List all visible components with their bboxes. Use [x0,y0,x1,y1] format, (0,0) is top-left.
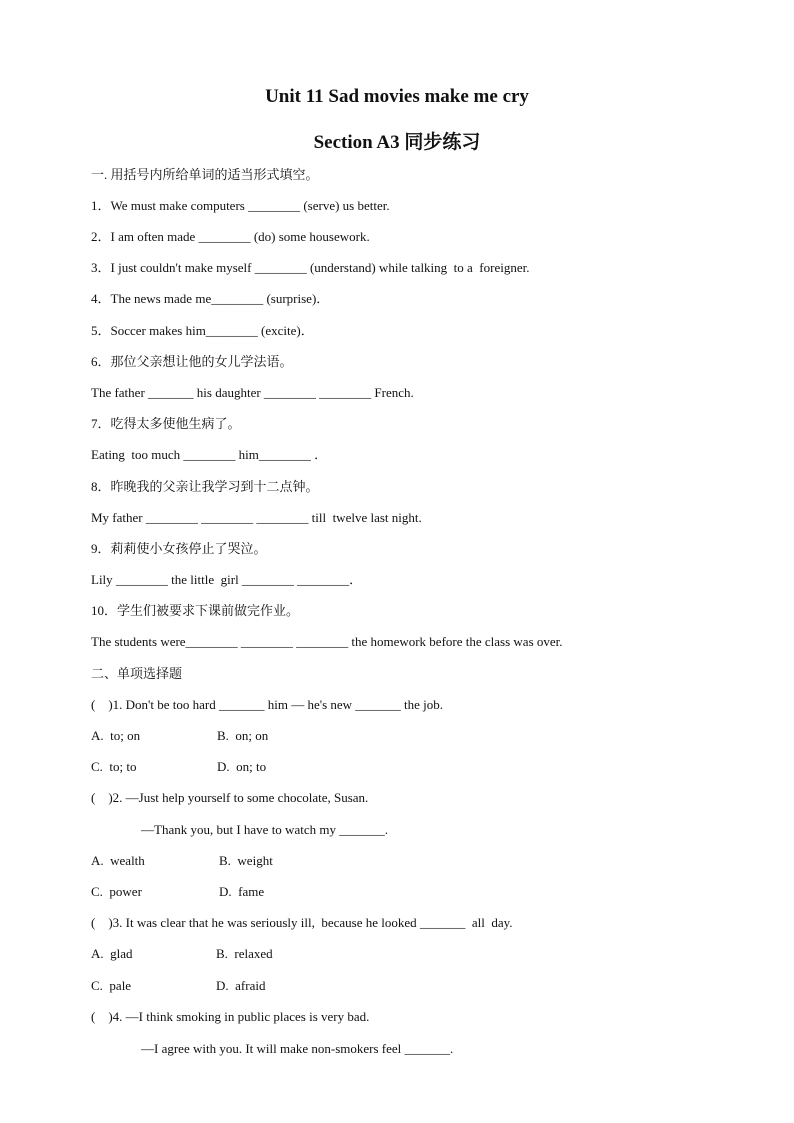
question-2-reply: —Thank you, but I have to watch my _______. [141,822,388,837]
section-2-heading: 二、单项选择题 [91,666,183,681]
exercise-item: 4．The news made me________ (surprise)． [91,291,330,306]
question-3: ( )3. It was clear that he was seriously ill, because he looked _______ all day. [91,915,513,930]
question-2-option-d: D. fame [219,884,265,899]
question-1: ( )1. Don't be too hard _______ him — he's new _______ the job. [91,697,444,712]
question-1-option-b: B. on; on [217,728,269,743]
exercise-item: The father _______ his daughter ________ ________ French. [91,385,414,400]
exercise-item: 6．那位父亲想让他的女儿学法语。 [91,354,293,369]
question-2-option-a: A. wealth [91,853,145,868]
exercise-item: 2．I am often made ________ (do) some housework. [91,229,370,244]
page-subtitle: Section A3 同步练习 [313,132,481,153]
exercise-item: 3．I just couldn't make myself ________ (understand) while talking to a foreigner. [91,260,530,275]
exercise-item: 7．吃得太多使他生病了。 [91,416,241,431]
question-1-option-c: C. to; to [91,759,137,774]
question-2-option-c: C. power [91,884,142,899]
exercise-item: Eating too much ________ him________ ． [91,447,328,462]
exercise-item: The students were________ ________ ________ the homework before the class was over. [91,634,563,649]
question-4: ( )4. —I think smoking in public places is very bad. [91,1009,370,1024]
question-3-option-a: A. glad [91,946,133,961]
exercise-item: My father ________ ________ ________ till twelve last night. [91,510,422,525]
question-2: ( )2. —Just help yourself to some chocolate, Susan. [91,790,369,805]
exercise-item: 9．莉莉使小女孩停止了哭泣。 [91,541,267,556]
exercise-item: 5．Soccer makes him________ (excite)． [91,323,314,338]
question-3-option-c: C. pale [91,978,132,993]
question-3-option-b: B. relaxed [216,946,273,961]
question-1-option-a: A. to; on [91,728,141,743]
question-2-option-b: B. weight [219,853,273,868]
section-1-heading: 一. 用括号内所给单词的适当形式填空。 [91,167,319,182]
exercise-item: 1．We must make computers ________ (serve) us better. [91,198,390,213]
page-title: Unit 11 Sad movies make me cry [265,86,529,107]
question-4-reply: —I agree with you. It will make non-smokers feel _______. [141,1041,454,1056]
exercise-item: 10．学生们被要求下课前做完作业。 [91,603,300,618]
exercise-item: Lily ________ the little girl ________ ________． [91,572,363,587]
question-3-option-d: D. afraid [216,978,266,993]
exercise-item: 8．昨晚我的父亲让我学习到十二点钟。 [91,479,319,494]
question-1-option-d: D. on; to [217,759,267,774]
